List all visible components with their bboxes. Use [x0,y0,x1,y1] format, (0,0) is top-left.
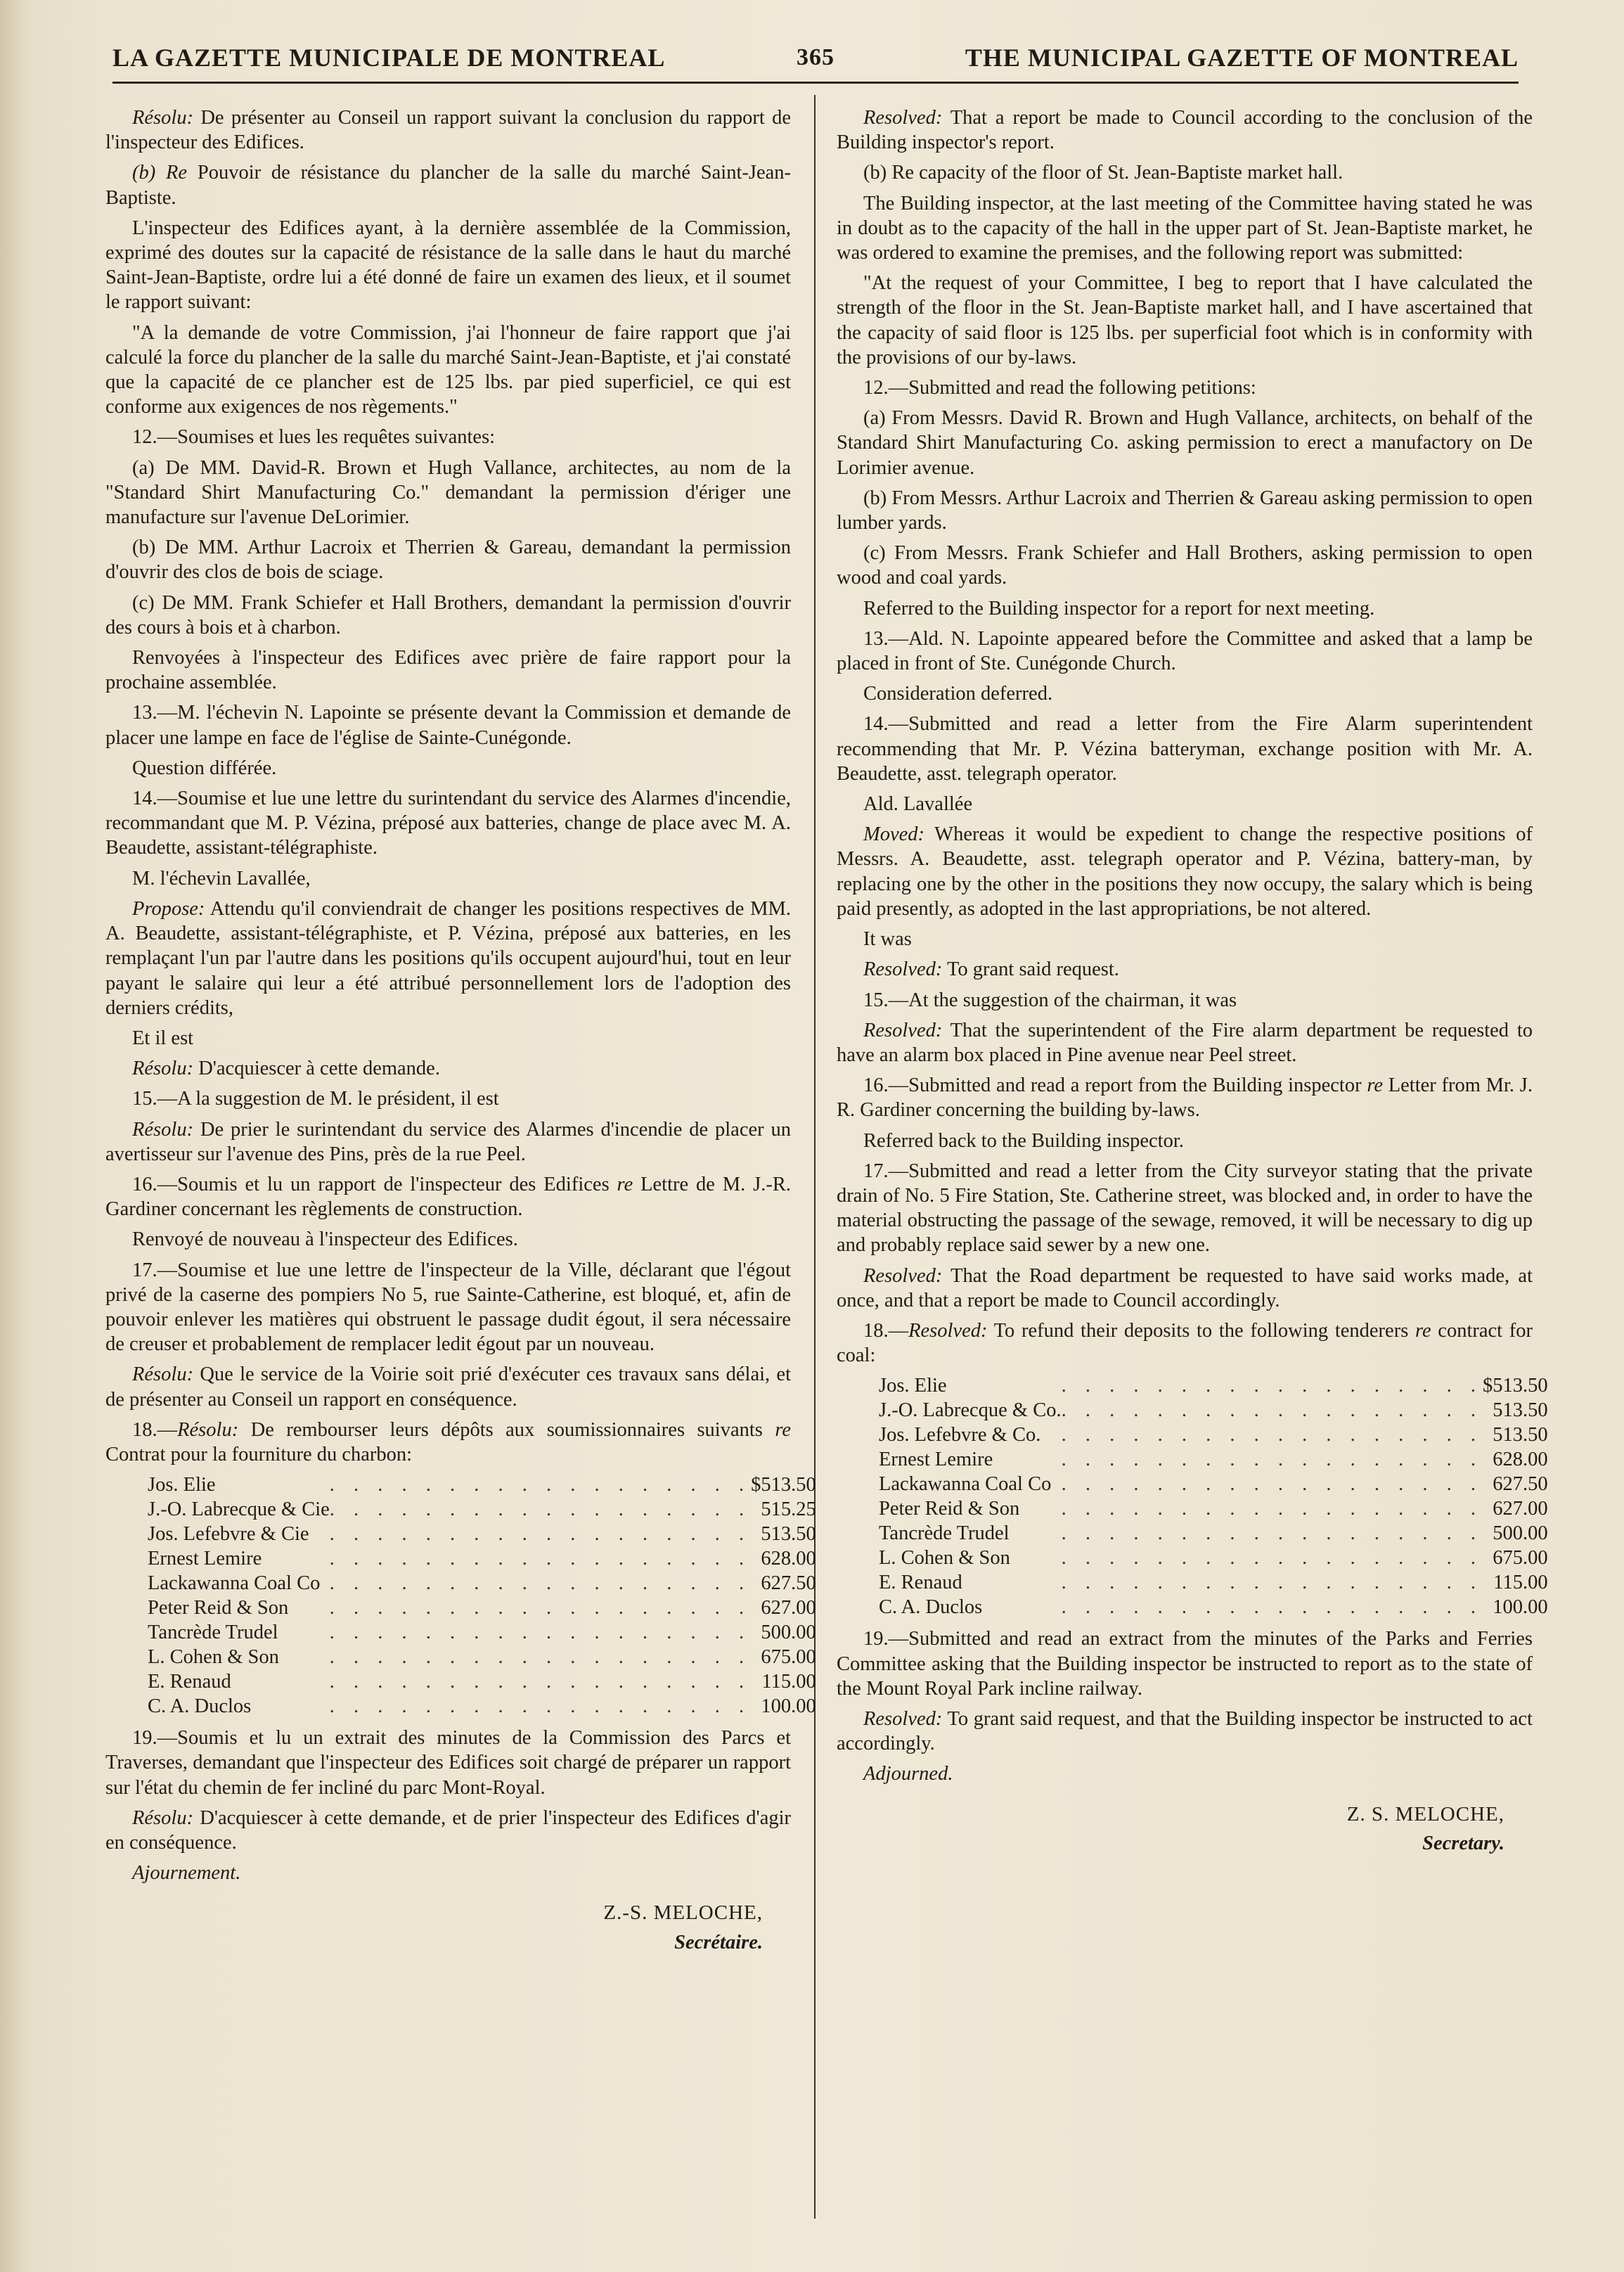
paragraph-text: De présenter au Conseil un rapport suivant la conclusion du rapport de l'inspecteur des Edifices. [105,107,791,154]
tenderer-name: C. A. Duclos [148,1695,252,1718]
paragraph: M. l'échevin Lavallée, [132,867,311,890]
table-row [148,1571,816,1596]
paragraph-text: D'acquiescer à cette demande, et de prier l'inspecteur des Edifices d'agir en conséquence. [105,1806,791,1854]
paragraph: 13.—Ald. N. Lapointe appeared before the Committee and asked that a lamp be placed in front of Ste. Cunégonde Church. [837,627,1533,675]
leader-dots: . . . . . . . . . . . . . . . . . . [329,1597,752,1619]
paragraph-text: 18.— [132,1418,178,1441]
leader-dots: . . . . . . . . . . . . . . . . . . [329,1548,752,1570]
leader-dots: . . . . . . . . . . . . . . . . . . [1061,1424,1483,1446]
deposit-amount: 513.50 [1493,1424,1548,1446]
deposit-amount: 627.50 [761,1572,816,1595]
deposit-amount: $513.50 [1482,1375,1548,1397]
paragraph: 15.—A la suggestion de M. le président, il est [132,1088,499,1110]
deposit-amount: 500.00 [1493,1522,1548,1545]
header-title-french: LA GAZETTE MUNICIPALE DE MONTREAL [112,44,666,72]
motion-label: Propose: [132,897,205,920]
signature-block [105,1901,791,1954]
paragraph-text: Contrat pour la fourniture du charbon: [105,1443,413,1465]
table-row [148,1472,816,1497]
leader-dots: . . . . . . . . . . . . . . . . . . [329,1572,752,1595]
deposit-amount: 675.00 [1493,1547,1548,1570]
re-label: re [775,1418,791,1441]
leader-dots: . . . . . . . . . . . . . . . . . . [329,1523,752,1546]
resolution-label: Résolu: [132,1363,194,1386]
paragraph-text: contract for coal: [837,1319,1533,1367]
tenderer-name: Tancrède Trudel [148,1622,278,1644]
quoted-report: "A la demande de votre Commission, j'ai l'honneur de faire rapport que j'ai calculé la force du plancher de la salle du marché Saint-Jean-Baptiste, et j'ai constaté que la capacité de ce plancher est de 125 lbs. par pied superficiel, ce qui est conforme aux exigences de nos règements." [105,321,791,418]
paragraph: Consideration deferred. [863,683,1053,705]
paragraph [105,1172,791,1221]
tenderer-name: Jos. Lefebvre & Co. [879,1424,1041,1446]
page-header [112,37,1519,79]
tenderer-name: E. Renaud [879,1572,962,1594]
paragraph-text: That the Road department be requested to have said works made, at once, and that a report be made to Council accordingly. [837,1264,1533,1311]
leader-dots: . . . . . . . . . . . . . . . . . . [329,1695,752,1718]
tenderer-name: Ernest Lemire [879,1449,993,1471]
paragraph: 13.—M. l'échevin N. Lapointe se présente devant la Commission et demande de placer une lampe en face de l'église de Sainte-Cunégonde. [105,702,791,749]
table-row [148,1546,816,1571]
tenderer-name: Jos. Elie [879,1375,947,1397]
secretary-title: Secrétaire. [674,1931,763,1953]
french-column [105,105,816,2243]
secretary-title: Secretary. [1422,1832,1504,1854]
paragraph: L'inspecteur des Edifices ayant, à la dernière assemblée de la Commission, exprimé des doutes sur la capacité de résistance de la salle dans le haut du marché Saint-Jean-Baptiste, ordre lui a été donné de faire un examen des lieux, et il soumet le rapport suivant: [105,217,791,314]
deposit-amount: 100.00 [761,1695,816,1718]
leader-dots: . . . . . . . . . . . . . . . . . . [1061,1449,1483,1471]
leader-dots: . . . . . . . . . . . . . . . . . . [1061,1399,1483,1422]
deposit-amount: $513.50 [751,1474,816,1496]
table-row [148,1596,816,1620]
paragraph: (b) From Messrs. Arthur Lacroix and Therrien & Gareau asking permission to open lumber yards. [837,487,1533,534]
resolution-label: Resolved: [863,1707,943,1730]
deposit-amount: 515.25 [761,1498,816,1521]
paragraph-text: Lettre de M. J.-R. Gardiner concernant les règlements de construction. [105,1173,791,1221]
table-row [879,1595,1548,1619]
paragraph [105,1418,791,1467]
paragraph [105,105,791,155]
deposit-amount: 513.50 [1493,1399,1548,1422]
paragraph: 12.—Soumises et lues les requêtes suivantes: [132,426,496,449]
paragraph-text: To refund their deposits to the following tenderers [987,1319,1415,1342]
leader-dots: . . . . . . . . . . . . . . . . . . [1061,1473,1483,1496]
tenderer-name: J.-O. Labrecque & Cie [148,1498,330,1521]
leader-dots: . . . . . . . . . . . . . . . . . . [1061,1596,1483,1619]
paragraph [837,1073,1533,1122]
leader-dots: . . . . . . . . . . . . . . . . . . [329,1474,752,1496]
tenderer-name: L. Cohen & Son [879,1547,1010,1570]
paragraph-text: 16.—Submitted and read a report from the Building inspector [863,1074,1367,1097]
table-row [148,1669,816,1694]
paragraph [837,822,1533,921]
paragraph [105,1056,791,1081]
paragraph [105,897,791,1020]
paragraph [837,1707,1533,1756]
deposit-amount: 627.00 [1493,1498,1548,1520]
page-number: 365 [797,44,834,70]
paragraph: (b) Re capacity of the floor of St. Jean-Baptiste market hall. [863,162,1343,184]
deposit-amount: 627.50 [1493,1473,1548,1496]
tenderer-name: L. Cohen & Son [148,1646,279,1669]
paragraph-text: Que le service de la Voirie soit prié d'exécuter ces travaux sans délai, et de présenter au Conseil un rapport en conséquence. [105,1363,791,1411]
paragraph [837,105,1533,155]
leader-dots: . . . . . . . . . . . . . . . . . . [1061,1547,1483,1570]
paragraph: (c) From Messrs. Frank Schiefer and Hall Brothers, asking permission to open wood and coal yards. [837,542,1533,589]
paragraph: Referred to the Building inspector for a report for next meeting. [863,597,1375,620]
item-label: (b) Re [132,162,188,184]
secretary-name: Z.-S. MELOCHE, [603,1901,763,1925]
deposit-amount: 513.50 [761,1523,816,1546]
resolution-label: Résolu: [132,1806,194,1829]
resolution-label: Resolved: [863,1264,943,1287]
paragraph-text: To grant said request, and that the Building inspector be instructed to act accordingly. [837,1707,1533,1755]
resolution-label: Résolu: [132,107,194,129]
table-row [879,1521,1548,1546]
paragraph [105,1806,791,1855]
paragraph-text: 18.— [863,1319,909,1342]
tenderer-name: C. A. Duclos [879,1596,983,1619]
quoted-report: "At the request of your Committee, I beg to report that I have calculated the strength of the floor in the St. Jean-Baptiste market hall, and I have ascertained that the capacity of said floor is 125 lbs. per superficial foot which is in conformity with the provisions of our by-laws. [837,272,1533,368]
leader-dots: . . . . . . . . . . . . . . . . . . [329,1646,752,1669]
table-row [148,1497,816,1522]
paragraph: Et il est [132,1027,194,1049]
deposit-amount: 115.00 [761,1671,816,1693]
paragraph-text: That the superintendent of the Fire alarm department be requested to have an alarm box placed in Pine avenue near Peel street. [837,1019,1533,1066]
paragraph-text: De rembourser leurs dépôts aux soumissionnaires suivants [238,1418,775,1441]
resolution-label: Résolu: [132,1058,194,1080]
tenderers-table-french [148,1472,816,1719]
paragraph: 14.—Submitted and read a letter from the Fire Alarm superintendent recommending that Mr. P. Vézina batteryman, exchange position with Mr. A. Beaudette, asst. telegraph operator. [837,713,1533,785]
deposit-amount: 628.00 [1493,1449,1548,1471]
adjournment: Adjourned. [863,1763,953,1785]
paragraph: 14.—Soumise et lue une lettre du surintendant du service des Alarmes d'incendie, recommandant que M. P. Vézina, préposé aux batteries, change de place avec M. A. Beaudette, assistant-télégraphiste. [105,788,791,859]
paragraph: 15.—At the suggestion of the chairman, it was [863,989,1237,1011]
paragraph: (c) De MM. Frank Schiefer et Hall Brothers, demandant la permission d'ouvrir des cours à bois et à charbon. [105,591,791,638]
tenderer-name: Tancrède Trudel [879,1522,1010,1545]
table-row [148,1645,816,1669]
tenderer-name: Lackawanna Coal Co [879,1473,1052,1496]
paragraph: 17.—Soumise et lue une lettre de l'inspecteur de la Ville, déclarant que l'égout privé de la caserne des pompiers No 5, rue Sainte-Catherine, est bloqué, et, afin de pouvoir enlever les matières qui obstruent le passage dudit égout, il sera nécessaire de creuser et probablement de remplacer ledit égout par un nouveau. [105,1259,791,1356]
paragraph: 19.—Soumis et lu un extrait des minutes de la Commission des Parcs et Traverses, demandant que l'inspecteur des Edifices soit chargé de préparer un rapport sur l'état du chemin de fer incliné du parc Mont-Royal. [105,1727,791,1799]
paragraph-text: De prier le surintendant du service des Alarmes d'incendie de placer un avertisseur sur l'avenue des Pins, près de la rue Peel. [105,1118,791,1165]
paragraph [837,1264,1533,1313]
table-row [879,1398,1548,1423]
paragraph: (a) De MM. David-R. Brown et Hugh Vallance, architectes, au nom de la "Standard Shirt Manufacturing Co." demandant la permission d'ériger une manufacture sur l'avenue DeLorimier. [105,456,791,529]
paragraph: (b) De MM. Arthur Lacroix et Therrien & Gareau, demandant la permission d'ouvrir des clos de bois de sciage. [105,537,791,584]
tenderer-name: Jos. Lefebvre & Cie [148,1523,309,1546]
deposit-amount: 115.00 [1493,1572,1548,1594]
paragraph: Ald. Lavallée [863,793,973,816]
table-row [879,1447,1548,1472]
paragraph: Referred back to the Building inspector. [863,1129,1184,1152]
re-label: re [1367,1074,1383,1097]
paragraph: 19.—Submitted and read an extract from the minutes of the Parks and Ferries Committee asking that the Building inspector be instructed to report as to the state of the Mount Royal Park incline railway. [837,1628,1533,1700]
leader-dots: . . . . . . . . . . . . . . . . . . [1061,1375,1483,1397]
paragraph [105,1117,791,1167]
table-row [148,1522,816,1546]
tenderers-table-english [879,1373,1548,1619]
tenderer-name: Jos. Elie [148,1474,216,1496]
header-title-english: THE MUNICIPAL GAZETTE OF MONTREAL [965,44,1519,72]
leader-dots: . . . . . . . . . . . . . . . . . . [1061,1572,1483,1594]
tenderer-name: Ernest Lemire [148,1548,262,1570]
leader-dots: . . . . . . . . . . . . . . . . . . [1061,1522,1483,1545]
adjournment: Ajournement. [132,1862,241,1885]
table-row [879,1570,1548,1595]
tenderer-name: Lackawanna Coal Co [148,1572,321,1595]
english-column [837,105,1548,2243]
resolution-label: Resolved: [863,958,943,981]
leader-dots: . . . . . . . . . . . . . . . . . . [329,1622,752,1644]
paragraph-text: Letter from Mr. J. R. Gardiner concerning the building by-laws. [837,1074,1533,1122]
paragraph-text: Attendu qu'il conviendrait de changer les positions respectives de MM. A. Beaudette, assistant-télégraphiste, et P. Vézina, préposé aux batteries, en les remplaçant l'un par l'autre dans les positions qu'ils occupent aujourd'hui, tout en leur payant le salaire qui leur a été attribué personnellement lors de l'adoption des derniers crédits, [105,897,791,1019]
leader-dots: . . . . . . . . . . . . . . . . . . [1061,1498,1483,1520]
table-row [879,1423,1548,1447]
deposit-amount: 500.00 [761,1622,816,1644]
tenderer-name: Peter Reid & Son [879,1498,1020,1520]
table-row [148,1620,816,1645]
table-row [879,1546,1548,1570]
resolution-label: Resolved: [863,1019,943,1041]
paragraph: Renvoyé de nouveau à l'inspecteur des Edifices. [132,1228,518,1251]
motion-label: Moved: [863,823,925,846]
paragraph-text: Whereas it would be expedient to change the respective positions of Messrs. A. Beaudette, asst. telegraph operator and P. Vézina, battery-man, by replacing one by the other in the positions they now occupy, the salary which is being paid presently, as adopted in the last appropriations, be not altered. [837,823,1533,920]
resolution-label: Résolu: [132,1118,194,1141]
leader-dots: . . . . . . . . . . . . . . . . . . [329,1498,752,1521]
re-label: re [617,1173,633,1195]
resolution-label: Résolu: [177,1418,239,1441]
paragraph-text: 16.—Soumis et lu un rapport de l'inspecteur des Edifices [132,1173,617,1195]
resolution-label: Resolved: [908,1319,988,1342]
paragraph-text: D'acquiescer à cette demande. [193,1058,440,1080]
leader-dots: . . . . . . . . . . . . . . . . . . [329,1671,752,1693]
tenderer-name: Peter Reid & Son [148,1597,289,1619]
table-row [879,1472,1548,1496]
deposit-amount: 100.00 [1493,1596,1548,1619]
paragraph: Question différée. [132,757,277,779]
paragraph-text: To grant said request. [942,958,1119,981]
tenderer-name: J.-O. Labrecque & Co. [879,1399,1062,1422]
paragraph [837,1318,1533,1368]
deposit-amount: 675.00 [761,1646,816,1669]
signature-block [837,1802,1533,1856]
table-row [148,1694,816,1719]
re-label: re [1414,1319,1431,1342]
header-rule [112,82,1519,84]
paragraph [105,1362,791,1411]
paragraph: The Building inspector, at the last meeting of the Committee having stated he was in doubt as to the capacity of the hall in the upper part of St. Jean-Baptiste market, he was ordered to examine the premises, and the following report was submitted: [837,192,1533,264]
resolution-label: Resolved: [863,107,943,129]
deposit-amount: 627.00 [761,1597,816,1619]
table-row [879,1373,1548,1398]
paragraph [837,1018,1533,1067]
paragraph: 12.—Submitted and read the following petitions: [863,377,1256,399]
secretary-name: Z. S. MELOCHE, [1346,1802,1504,1825]
table-row [879,1496,1548,1521]
paragraph [105,160,791,210]
tenderer-name: E. Renaud [148,1671,231,1693]
paragraph: 17.—Submitted and read a letter from the City surveyor stating that the private drain of No. 5 Fire Station, Ste. Catherine street, was blocked and, in order to have the material obstructing the passage of the sewage, removed, it will be necessary to dig up and probably replace said sewer by a new one. [837,1160,1533,1257]
deposit-amount: 628.00 [761,1548,816,1570]
paragraph: It was [863,928,912,951]
paragraph-text: Pouvoir de résistance du plancher de la salle du marché Saint-Jean-Baptiste. [105,162,791,209]
column-divider [814,95,816,2219]
paragraph: (a) From Messrs. David R. Brown and Hugh Vallance, architects, on behalf of the Standard Shirt Manufacturing Co. asking permission to erect a manufactory on De Lorimier avenue. [837,407,1533,479]
paragraph-text: That a report be made to Council according to the conclusion of the Building inspector's report. [837,107,1533,154]
paragraph: Renvoyées à l'inspecteur des Edifices avec prière de faire rapport pour la prochaine assemblée. [105,647,791,694]
paragraph [837,957,1533,982]
